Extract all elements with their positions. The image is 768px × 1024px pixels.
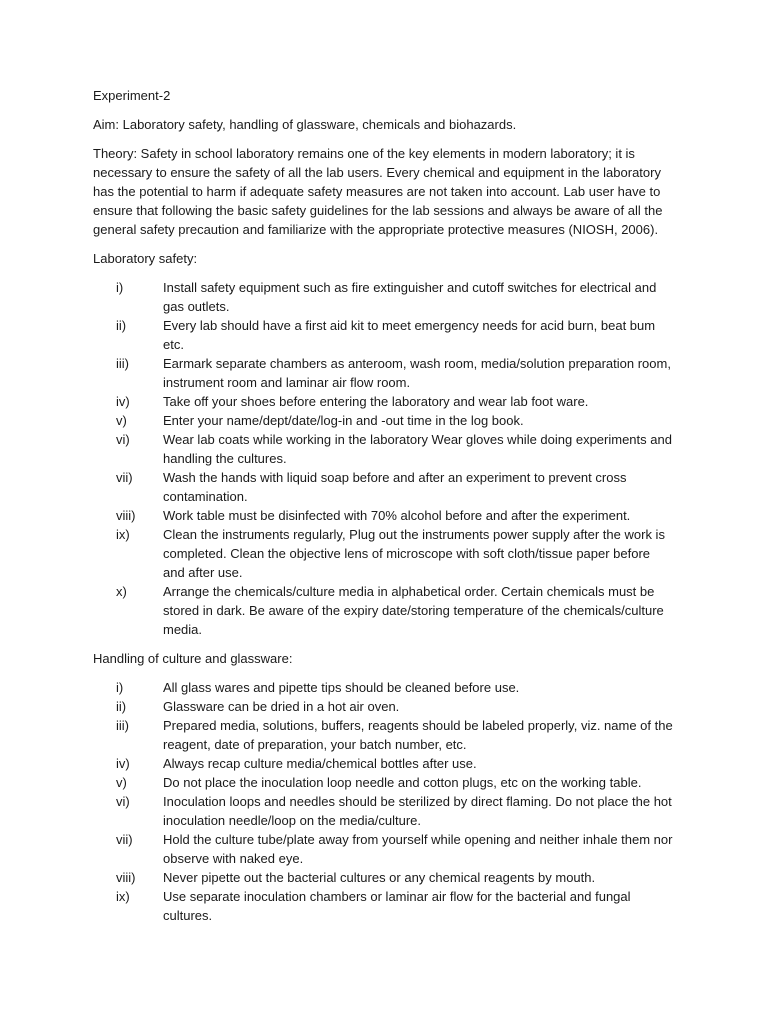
list-item xyxy=(93,582,683,639)
list-text: Take off your shoes before entering the laboratory and wear lab foot ware. xyxy=(163,394,589,409)
list-text: Always recap culture media/chemical bottles after use. xyxy=(163,756,477,771)
list-text: Inoculation loops and needles should be sterilized by direct flaming. Do not place the hot inoculation needle/loop on the media/culture. xyxy=(163,794,672,828)
list-text: Enter your name/dept/date/log-in and -out time in the log book. xyxy=(163,413,524,428)
list-number: v) xyxy=(116,413,127,428)
list-text: All glass wares and pipette tips should be cleaned before use. xyxy=(163,680,520,695)
list-item xyxy=(93,392,683,411)
list-text: Earmark separate chambers as anteroom, wash room, media/solution preparation room, instrument room and laminar air flow room. xyxy=(163,356,671,390)
list-number: viii) xyxy=(116,508,136,523)
list-number: iv) xyxy=(116,756,130,771)
list-number: vii) xyxy=(116,832,133,847)
list-item xyxy=(93,278,683,316)
list-number: vii) xyxy=(116,470,133,485)
list-item xyxy=(93,716,683,754)
lab-safety-heading: Laboratory safety: xyxy=(93,251,198,266)
document-page xyxy=(93,86,683,935)
list-number: ii) xyxy=(116,699,127,714)
list-text: Never pipette out the bacterial cultures or any chemical reagents by mouth. xyxy=(163,870,596,885)
list-number: ii) xyxy=(116,318,127,333)
handling-list xyxy=(93,678,683,925)
lab-safety-list xyxy=(93,278,683,639)
list-number: i) xyxy=(116,280,124,295)
handling-heading: Handling of culture and glassware: xyxy=(93,651,293,666)
list-text: Clean the instruments regularly, Plug out the instruments power supply after the work is completed. Clean the objective lens of microscope with soft cloth/tissue paper before and after use. xyxy=(163,527,665,580)
list-item xyxy=(93,525,683,582)
list-item xyxy=(93,830,683,868)
list-item xyxy=(93,773,683,792)
list-text: Arrange the chemicals/culture media in alphabetical order. Certain chemicals must be stored in dark. Be aware of the expiry date/storing temperature of the chemicals/culture media. xyxy=(163,584,664,637)
list-item xyxy=(93,430,683,468)
document-title: Experiment-2 xyxy=(93,88,171,103)
list-text: Prepared media, solutions, buffers, reagents should be labeled properly, viz. name of the reagent, date of preparation, your batch number, etc. xyxy=(163,718,673,752)
list-item xyxy=(93,506,683,525)
list-text: Do not place the inoculation loop needle and cotton plugs, etc on the working table. xyxy=(163,775,642,790)
list-number: ix) xyxy=(116,889,130,904)
list-item xyxy=(93,354,683,392)
list-number: vi) xyxy=(116,432,130,447)
list-item xyxy=(93,678,683,697)
list-number: x) xyxy=(116,584,127,599)
list-number: iii) xyxy=(116,718,129,733)
list-text: Every lab should have a first aid kit to meet emergency needs for acid burn, beat bum etc. xyxy=(163,318,656,352)
list-text: Wash the hands with liquid soap before and after an experiment to prevent cross contamination. xyxy=(163,470,627,504)
theory-paragraph: Theory: Safety in school laboratory remains one of the key elements in modern laboratory; it is necessary to ensure the safety of all the lab users. Every chemical and equipment in the laboratory has the potential to harm if adequate safety measures are not taken into account. Lab user have to ensure that following the basic safety guidelines for the lab sessions and always be aware of all the general safety precaution and familiarize with the appropriate protective measures (NIOSH, 2006). xyxy=(93,146,663,237)
list-item xyxy=(93,887,683,925)
list-number: vi) xyxy=(116,794,130,809)
list-text: Work table must be disinfected with 70% alcohol before and after the experiment. xyxy=(163,508,631,523)
list-item xyxy=(93,868,683,887)
list-number: ix) xyxy=(116,527,130,542)
aim-paragraph: Aim: Laboratory safety, handling of glassware, chemicals and biohazards. xyxy=(93,117,517,132)
list-number: viii) xyxy=(116,870,136,885)
list-number: v) xyxy=(116,775,127,790)
list-text: Hold the culture tube/plate away from yourself while opening and neither inhale them nor observe with naked eye. xyxy=(163,832,673,866)
list-text: Glassware can be dried in a hot air oven. xyxy=(163,699,400,714)
list-item xyxy=(93,697,683,716)
list-item xyxy=(93,754,683,773)
list-number: iii) xyxy=(116,356,129,371)
list-text: Use separate inoculation chambers or laminar air flow for the bacterial and fungal cultures. xyxy=(163,889,631,923)
list-item xyxy=(93,316,683,354)
list-item xyxy=(93,468,683,506)
list-item xyxy=(93,792,683,830)
list-item xyxy=(93,411,683,430)
list-text: Install safety equipment such as fire extinguisher and cutoff switches for electrical and gas outlets. xyxy=(163,280,657,314)
list-text: Wear lab coats while working in the laboratory Wear gloves while doing experiments and handling the cultures. xyxy=(163,432,672,466)
list-number: iv) xyxy=(116,394,130,409)
list-number: i) xyxy=(116,680,124,695)
